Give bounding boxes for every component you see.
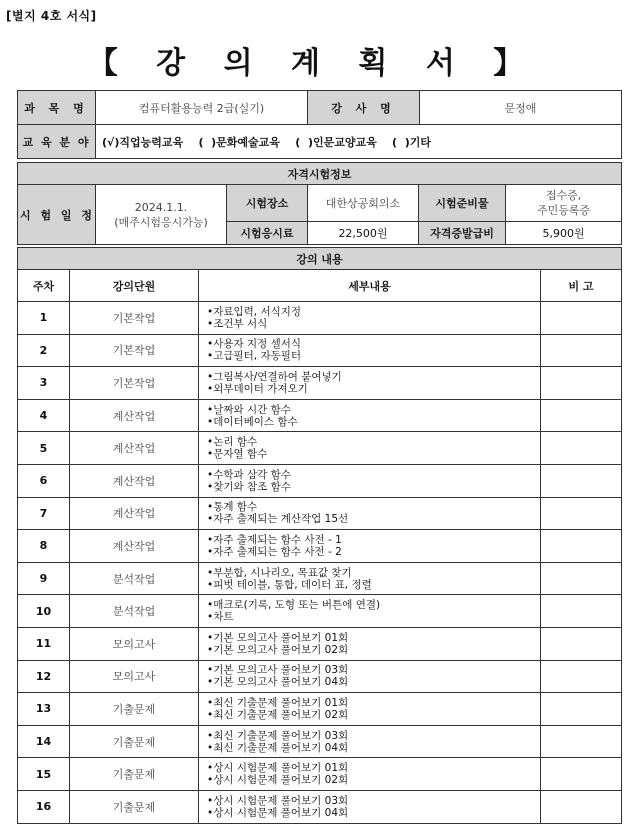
lecture-note — [541, 693, 622, 726]
table-row — [18, 334, 622, 367]
lecture-detail — [199, 497, 541, 530]
week-number: 8 — [18, 530, 70, 563]
exam-prep-label: 시험준비물 — [419, 185, 506, 222]
exam-table — [17, 162, 622, 245]
lecture-detail — [199, 530, 541, 563]
exam-place-value: 대한상공회의소 — [308, 185, 419, 222]
lecture-detail — [199, 660, 541, 693]
detail-line-1: •논리 함수 — [207, 436, 258, 449]
lecture-detail — [199, 432, 541, 465]
table-row — [18, 725, 622, 758]
lecture-unit: 계산작업 — [70, 399, 199, 432]
week-number: 6 — [18, 464, 70, 497]
detail-line-1: •그림복사/연결하여 붙여넣기 — [207, 370, 342, 383]
detail-line-1: •자료입력, 서식지정 — [207, 305, 302, 318]
lecture-unit: 기출문제 — [70, 790, 199, 823]
lecture-note — [541, 725, 622, 758]
lecture-detail — [199, 790, 541, 823]
lecture-detail — [199, 334, 541, 367]
week-number: 9 — [18, 562, 70, 595]
week-number: 14 — [18, 725, 70, 758]
lecture-detail — [199, 693, 541, 726]
detail-line-1: •매크로(기록, 도형 또는 버튼에 연결) — [207, 599, 381, 612]
lecture-detail — [199, 595, 541, 628]
instructor-value: 문정애 — [420, 91, 622, 125]
col-note-header: 비 고 — [541, 270, 622, 302]
detail-line-1: •자주 출제되는 함수 사전 - 1 — [207, 533, 342, 546]
lecture-note — [541, 302, 622, 335]
detail-line-2: •기본 모의고사 풀어보기 02회 — [207, 643, 349, 656]
table-row — [18, 302, 622, 335]
exam-date-label: 시 험 일 정 — [18, 185, 96, 245]
lecture-note — [541, 367, 622, 400]
field-value: (√)직업능력교육 ( )문화예술교육 ( )인문교양교육 ( )기타 — [96, 125, 622, 159]
detail-line-1: •수학과 삼각 함수 — [207, 468, 291, 481]
table-row — [18, 693, 622, 726]
detail-line-2: •상시 시험문제 풀어보기 02회 — [207, 774, 349, 787]
lecture-note — [541, 758, 622, 791]
col-week-header: 주차 — [18, 270, 70, 302]
week-number: 7 — [18, 497, 70, 530]
detail-line-1: •상시 시험문제 풀어보기 03회 — [207, 794, 349, 807]
lecture-note — [541, 334, 622, 367]
lecture-section-title: 강의 내용 — [18, 248, 622, 270]
detail-line-1: •부분합, 시나리오, 목표값 찾기 — [207, 566, 352, 579]
week-number: 2 — [18, 334, 70, 367]
lecture-unit: 기본작업 — [70, 367, 199, 400]
exam-fee-label: 시험응시료 — [227, 222, 308, 245]
week-number: 13 — [18, 693, 70, 726]
subject-label: 과 목 명 — [18, 91, 96, 125]
lecture-detail — [199, 627, 541, 660]
week-number: 10 — [18, 595, 70, 628]
col-detail-header: 세부내용 — [199, 270, 541, 302]
cert-fee-label: 자격증발급비 — [419, 222, 506, 245]
lecture-unit: 기본작업 — [70, 302, 199, 335]
lecture-unit: 기출문제 — [70, 725, 199, 758]
lecture-unit: 기본작업 — [70, 334, 199, 367]
lecture-detail — [199, 725, 541, 758]
lecture-detail — [199, 758, 541, 791]
detail-line-1: •상시 시험문제 풀어보기 01회 — [207, 762, 349, 775]
lecture-note — [541, 562, 622, 595]
week-number: 1 — [18, 302, 70, 335]
info-table — [17, 90, 622, 159]
lecture-unit: 분석작업 — [70, 595, 199, 628]
lecture-table — [17, 247, 622, 824]
exam-prep-value-1: 접수증, — [545, 189, 582, 202]
detail-line-1: •사용자 지정 셀서식 — [207, 338, 302, 351]
lecture-detail — [199, 464, 541, 497]
detail-line-2: •데이터베이스 함수 — [207, 415, 298, 428]
table-row — [18, 758, 622, 791]
lecture-note — [541, 432, 622, 465]
lecture-unit: 계산작업 — [70, 530, 199, 563]
detail-line-2: •찾기와 참조 함수 — [207, 480, 291, 493]
field-label: 교 육 분 야 — [18, 125, 96, 159]
lecture-note — [541, 595, 622, 628]
detail-line-1: •기본 모의고사 풀어보기 01회 — [207, 631, 349, 644]
exam-prep-value-2: 주민등록증 — [536, 204, 591, 217]
exam-date-value: 2024.1.1. — [134, 200, 188, 214]
subject-value: 컴퓨터활용능력 2급(실기) — [96, 91, 308, 125]
table-row — [18, 562, 622, 595]
lecture-unit: 모의고사 — [70, 627, 199, 660]
table-row — [18, 432, 622, 465]
lecture-detail — [199, 562, 541, 595]
week-number: 4 — [18, 399, 70, 432]
table-row — [18, 627, 622, 660]
week-number: 16 — [18, 790, 70, 823]
form-number-label: [별지 4호 서식] — [6, 9, 97, 23]
table-row — [18, 595, 622, 628]
document-title: 【 강 의 계 획 서 】 — [87, 46, 538, 81]
exam-fee-value: 22,500원 — [308, 222, 419, 245]
col-unit-header: 강의단원 — [70, 270, 199, 302]
detail-line-2: •피벗 테이블, 통합, 데이터 표, 정렬 — [207, 578, 372, 591]
detail-line-2: •외부데이터 가져오기 — [207, 382, 308, 395]
lecture-detail — [199, 302, 541, 335]
exam-date-cell — [96, 185, 227, 245]
lecture-note — [541, 660, 622, 693]
lecture-note — [541, 627, 622, 660]
cert-fee-value: 5,900원 — [506, 222, 622, 245]
table-row — [18, 464, 622, 497]
week-number: 11 — [18, 627, 70, 660]
detail-line-2: •자주 출제되는 함수 사전 - 2 — [207, 545, 342, 558]
detail-line-2: •고급필터, 자동필터 — [207, 350, 302, 363]
lecture-note — [541, 497, 622, 530]
detail-line-2: •문자열 함수 — [207, 448, 268, 461]
table-row — [18, 497, 622, 530]
detail-line-1: •기본 모의고사 풀어보기 03회 — [207, 664, 349, 677]
lecture-unit: 분석작업 — [70, 562, 199, 595]
week-number: 12 — [18, 660, 70, 693]
instructor-label: 강 사 명 — [308, 91, 420, 125]
detail-line-2: •차트 — [207, 611, 234, 624]
lecture-note — [541, 790, 622, 823]
table-row — [18, 367, 622, 400]
table-row — [18, 399, 622, 432]
lecture-unit: 기출문제 — [70, 693, 199, 726]
detail-line-2: •자주 출제되는 계산작업 15선 — [207, 513, 349, 526]
exam-place-label: 시험장소 — [227, 185, 308, 222]
lecture-note — [541, 399, 622, 432]
lecture-unit: 모의고사 — [70, 660, 199, 693]
week-number: 15 — [18, 758, 70, 791]
detail-line-2: •조건부 서식 — [207, 317, 268, 330]
lecture-detail — [199, 399, 541, 432]
lecture-note — [541, 464, 622, 497]
table-row — [18, 790, 622, 823]
exam-section-title: 자격시험정보 — [18, 163, 622, 185]
detail-line-1: •최신 기출문제 풀어보기 03회 — [207, 729, 349, 742]
week-number: 3 — [18, 367, 70, 400]
exam-prep-cell — [506, 185, 622, 222]
week-number: 5 — [18, 432, 70, 465]
detail-line-1: •통계 함수 — [207, 501, 258, 514]
lecture-unit: 계산작업 — [70, 432, 199, 465]
detail-line-1: •날짜와 시간 함수 — [207, 403, 291, 416]
detail-line-2: •최신 기출문제 풀어보기 02회 — [207, 708, 349, 721]
detail-line-2: •상시 시험문제 풀어보기 04회 — [207, 806, 349, 819]
detail-line-2: •기본 모의고사 풀어보기 04회 — [207, 676, 349, 689]
lecture-detail — [199, 367, 541, 400]
lecture-note — [541, 530, 622, 563]
lecture-unit: 기출문제 — [70, 758, 199, 791]
detail-line-1: •최신 기출문제 풀어보기 01회 — [207, 696, 349, 709]
detail-line-2: •최신 기출문제 풀어보기 04회 — [207, 741, 349, 754]
exam-date-note: (매주시험응시가능) — [114, 215, 208, 229]
lecture-unit: 계산작업 — [70, 497, 199, 530]
lecture-unit: 계산작업 — [70, 464, 199, 497]
table-row — [18, 660, 622, 693]
table-row — [18, 530, 622, 563]
